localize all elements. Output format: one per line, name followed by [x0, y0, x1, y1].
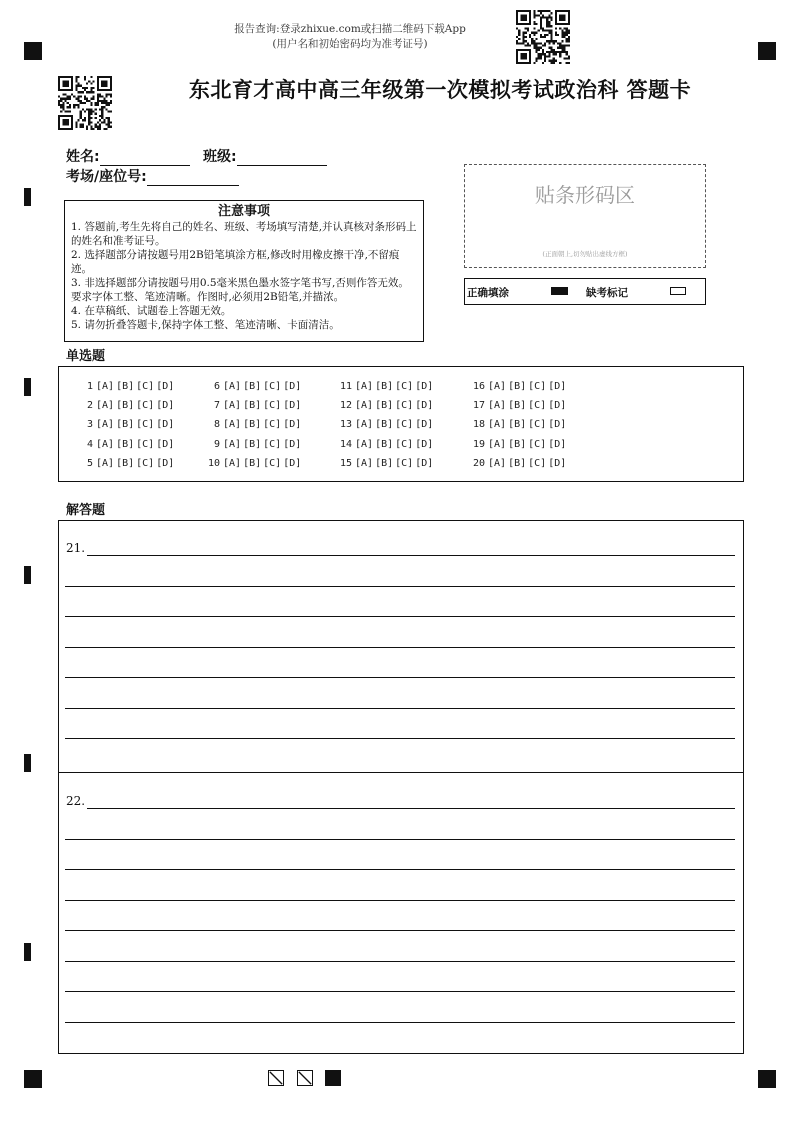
answer-bubble[interactable]: [C] [136, 400, 155, 412]
answer-bubble[interactable]: [B] [375, 457, 394, 469]
answer-bubble[interactable]: [C] [528, 419, 547, 431]
timing-mark [24, 188, 31, 206]
answer-bubble[interactable]: [D] [548, 419, 567, 431]
question-number: 5 [86, 457, 93, 469]
answer-bubble[interactable]: [C] [528, 457, 547, 469]
correct-fill-label: 正确填涂 [467, 287, 509, 299]
answer-writing-line[interactable] [65, 616, 735, 617]
page-indicator-filled [325, 1070, 341, 1086]
seat-label: 考场/座位号: [66, 169, 147, 185]
registration-mark-top-left [24, 42, 42, 60]
timing-mark [24, 566, 31, 584]
mcq-question-row [336, 454, 435, 473]
answer-bubble[interactable]: [D] [283, 457, 302, 469]
absent-mark-label: 缺考标记 [586, 287, 628, 299]
name-label: 姓名: [66, 149, 100, 165]
answer-bubble[interactable]: [B] [508, 457, 527, 469]
answer-bubble[interactable]: [A] [355, 400, 374, 412]
answer-writing-line[interactable] [87, 555, 735, 556]
answer-bubble[interactable]: [A] [96, 381, 115, 392]
class-field[interactable] [203, 146, 327, 166]
mcq-column [77, 377, 176, 473]
mcq-answer-grid [58, 366, 744, 482]
answer-bubble[interactable]: [A] [355, 381, 374, 392]
answer-bubble[interactable]: [D] [415, 400, 434, 412]
answer-writing-line[interactable] [65, 961, 735, 962]
answer-bubble[interactable]: [B] [243, 400, 262, 412]
seat-field[interactable] [66, 166, 239, 186]
answer-writing-line[interactable] [65, 930, 735, 931]
barcode-area [464, 164, 706, 268]
question-number: 14 [339, 438, 352, 450]
question-number: 2 [86, 400, 93, 412]
password-hint-line: (用户名和初始密码均为准考证号) [272, 38, 428, 50]
notice-item: 3. 非选择题部分请按题号用0.5毫米黑色墨水签字笔书写,否则作答无效。要求字体工整、笔迹清晰。作图时,必须用2B铅笔,并描浓。 [71, 277, 409, 303]
mcq-question-row [204, 396, 303, 415]
answer-writing-line[interactable] [87, 808, 735, 809]
question-number: 4 [86, 438, 93, 450]
answer-bubble[interactable]: [B] [243, 381, 262, 392]
answer-bubble[interactable]: [D] [156, 419, 175, 431]
answer-bubble[interactable]: [D] [548, 457, 567, 469]
question-number: 9 [213, 438, 220, 450]
answer-bubble[interactable]: [C] [528, 438, 547, 450]
page-indicator-hatched [268, 1070, 284, 1086]
answer-divider [59, 772, 743, 773]
registration-mark-bottom-left [24, 1070, 42, 1088]
answer-bubble[interactable]: [D] [548, 381, 567, 392]
answer-bubble[interactable]: [A] [488, 381, 507, 392]
answer-bubble[interactable]: [C] [263, 400, 282, 412]
answer-bubble[interactable]: [B] [243, 419, 262, 431]
mcq-question-row [469, 377, 568, 396]
answer-bubble[interactable]: [A] [223, 457, 242, 469]
registration-mark-top-right [758, 42, 776, 60]
answer-writing-line[interactable] [65, 839, 735, 840]
answer-bubble[interactable]: [D] [156, 457, 175, 469]
notice-box [64, 200, 424, 342]
fill-legend [464, 278, 706, 305]
correct-fill-sample [551, 287, 568, 295]
name-field[interactable] [66, 146, 190, 166]
question-number: 12 [339, 400, 352, 412]
mcq-question-row [77, 377, 176, 396]
mcq-question-row [469, 415, 568, 434]
mcq-question-row [77, 415, 176, 434]
mcq-question-row [77, 454, 176, 473]
answer-bubble[interactable]: [B] [116, 400, 135, 412]
answer-writing-line[interactable] [65, 586, 735, 587]
question-number: 7 [213, 400, 220, 412]
notice-item: 2. 选择题部分请按题号用2B铅笔填涂方框,修改时用橡皮擦干净,不留痕迹。 [71, 249, 400, 275]
question-number: 17 [472, 400, 485, 412]
page-indicator-hatched [297, 1070, 313, 1086]
question-number: 11 [339, 381, 352, 392]
answer-bubble[interactable]: [C] [263, 438, 282, 450]
seat-input-line[interactable] [147, 171, 239, 186]
question-number: 1 [86, 381, 93, 392]
answer-writing-line[interactable] [65, 708, 735, 709]
question-number: 6 [213, 381, 220, 392]
answer-bubble[interactable]: [D] [415, 381, 434, 392]
mcq-question-row [336, 415, 435, 434]
answer-bubble[interactable]: [A] [96, 438, 115, 450]
answer-bubble[interactable]: [D] [415, 438, 434, 450]
qr-code-app [516, 10, 570, 64]
answer-bubble[interactable]: [D] [283, 438, 302, 450]
question-label: 22. [66, 794, 86, 808]
answer-writing-line[interactable] [65, 647, 735, 648]
answer-writing-line[interactable] [65, 991, 735, 992]
notice-title: 注意事项 [217, 204, 270, 219]
answer-bubble[interactable]: [A] [223, 381, 242, 392]
report-query-line: 报告查询:登录zhixue.com或扫描二维码下载App [234, 23, 466, 35]
answer-bubble[interactable]: [A] [223, 419, 242, 431]
question-number: 15 [339, 457, 352, 469]
answer-bubble[interactable]: [C] [136, 419, 155, 431]
mcq-question-row [469, 396, 568, 415]
answer-bubble[interactable]: [A] [355, 419, 374, 431]
answer-bubble[interactable]: [B] [508, 419, 527, 431]
mcq-question-row [204, 415, 303, 434]
answer-bubble[interactable]: [A] [223, 400, 242, 412]
question-number: 19 [472, 438, 485, 450]
answer-bubble[interactable]: [C] [263, 381, 282, 392]
answer-bubble[interactable]: [B] [375, 381, 394, 392]
question-number: 16 [472, 381, 485, 392]
answer-writing-line[interactable] [65, 738, 735, 739]
answer-bubble[interactable]: [C] [263, 419, 282, 431]
answer-bubble[interactable]: [B] [243, 438, 262, 450]
answer-bubble[interactable]: [C] [528, 400, 547, 412]
mcq-question-row [204, 454, 303, 473]
class-input-line[interactable] [237, 151, 327, 166]
mcq-question-row [469, 435, 568, 454]
mcq-question-row [77, 435, 176, 454]
answer-bubble[interactable]: [B] [508, 438, 527, 450]
question-number: 10 [207, 457, 220, 469]
answer-bubble[interactable]: [B] [116, 457, 135, 469]
answer-bubble[interactable]: [B] [375, 400, 394, 412]
answer-bubble[interactable]: [C] [395, 381, 414, 392]
answer-writing-line[interactable] [65, 869, 735, 870]
question-number: 18 [472, 419, 485, 431]
answer-bubble[interactable]: [A] [355, 438, 374, 450]
answer-bubble[interactable]: [B] [375, 438, 394, 450]
answer-bubble[interactable]: [C] [395, 457, 414, 469]
answer-bubble[interactable]: [D] [156, 438, 175, 450]
registration-mark-bottom-right [758, 1070, 776, 1088]
answer-writing-line[interactable] [65, 1022, 735, 1023]
absent-mark-box[interactable] [670, 287, 686, 295]
mcq-section-title: 单选题 [66, 349, 106, 364]
report-query-note [200, 22, 500, 52]
answer-bubble[interactable]: [A] [488, 457, 507, 469]
barcode-hint: (正面朝上,切勿贴出虚线方框) [542, 250, 628, 258]
mcq-question-row [336, 377, 435, 396]
mcq-question-row [77, 396, 176, 415]
answer-writing-line[interactable] [65, 900, 735, 901]
mcq-column [469, 377, 568, 473]
mcq-question-row [336, 435, 435, 454]
mcq-column [336, 377, 435, 473]
mcq-column [204, 377, 303, 473]
answer-bubble[interactable]: [A] [96, 400, 115, 412]
answer-bubble[interactable]: [B] [116, 419, 135, 431]
answer-bubble[interactable]: [D] [156, 400, 175, 412]
qr-code-sheet [58, 76, 112, 130]
answer-bubble[interactable]: [B] [243, 457, 262, 469]
question-number: 3 [86, 419, 93, 431]
notice-item: 4. 在草稿纸、试题卷上答题无效。 [71, 305, 232, 317]
question-number: 8 [213, 419, 220, 431]
timing-mark [24, 943, 31, 961]
mcq-question-row [336, 396, 435, 415]
class-label: 班级: [203, 149, 237, 165]
answer-area [58, 520, 744, 1054]
answer-bubble[interactable]: [B] [508, 381, 527, 392]
answer-bubble[interactable]: [C] [136, 457, 155, 469]
timing-mark [24, 754, 31, 772]
mcq-question-row [204, 377, 303, 396]
question-number: 20 [472, 457, 485, 469]
timing-mark [24, 378, 31, 396]
mcq-question-row [469, 454, 568, 473]
answer-bubble[interactable]: [A] [488, 438, 507, 450]
question-label: 21. [66, 541, 86, 555]
answer-bubble[interactable]: [D] [283, 419, 302, 431]
answer-bubble[interactable]: [A] [223, 438, 242, 450]
answer-bubble[interactable]: [C] [395, 438, 414, 450]
answer-bubble[interactable]: [A] [355, 457, 374, 469]
answer-bubble[interactable]: [B] [116, 438, 135, 450]
answer-bubble[interactable]: [B] [116, 381, 135, 392]
answer-bubble[interactable]: [D] [415, 419, 434, 431]
notice-item: 1. 答题前,考生先将自己的姓名、班级、考场填写清楚,并认真核对条形码上的姓名和准考证号。 [71, 221, 417, 247]
answer-bubble[interactable]: [C] [263, 457, 282, 469]
answer-bubble[interactable]: [C] [136, 381, 155, 392]
answer-bubble[interactable]: [D] [283, 381, 302, 392]
page-title: 东北育才高中高三年级第一次模拟考试政治科 答题卡 [188, 77, 692, 102]
answer-section-title: 解答题 [66, 503, 106, 518]
answer-writing-line[interactable] [65, 677, 735, 678]
barcode-label: 贴条形码区 [535, 183, 635, 207]
answer-bubble[interactable]: [C] [136, 438, 155, 450]
question-number: 13 [339, 419, 352, 431]
answer-bubble[interactable]: [B] [508, 400, 527, 412]
answer-bubble[interactable]: [C] [395, 419, 414, 431]
notice-item: 5. 请勿折叠答题卡,保持字体工整、笔迹清晰、卡面清洁。 [71, 319, 340, 331]
answer-bubble[interactable]: [A] [488, 419, 507, 431]
answer-bubble[interactable]: [C] [528, 381, 547, 392]
mcq-question-row [204, 435, 303, 454]
answer-bubble[interactable]: [D] [156, 381, 175, 392]
answer-bubble[interactable]: [D] [415, 457, 434, 469]
answer-bubble[interactable]: [D] [283, 400, 302, 412]
answer-bubble[interactable]: [D] [548, 438, 567, 450]
answer-bubble[interactable]: [A] [96, 457, 115, 469]
name-input-line[interactable] [100, 151, 190, 166]
answer-bubble[interactable]: [B] [375, 419, 394, 431]
answer-bubble[interactable]: [C] [395, 400, 414, 412]
answer-bubble[interactable]: [A] [96, 419, 115, 431]
answer-bubble[interactable]: [A] [488, 400, 507, 412]
answer-bubble[interactable]: [D] [548, 400, 567, 412]
